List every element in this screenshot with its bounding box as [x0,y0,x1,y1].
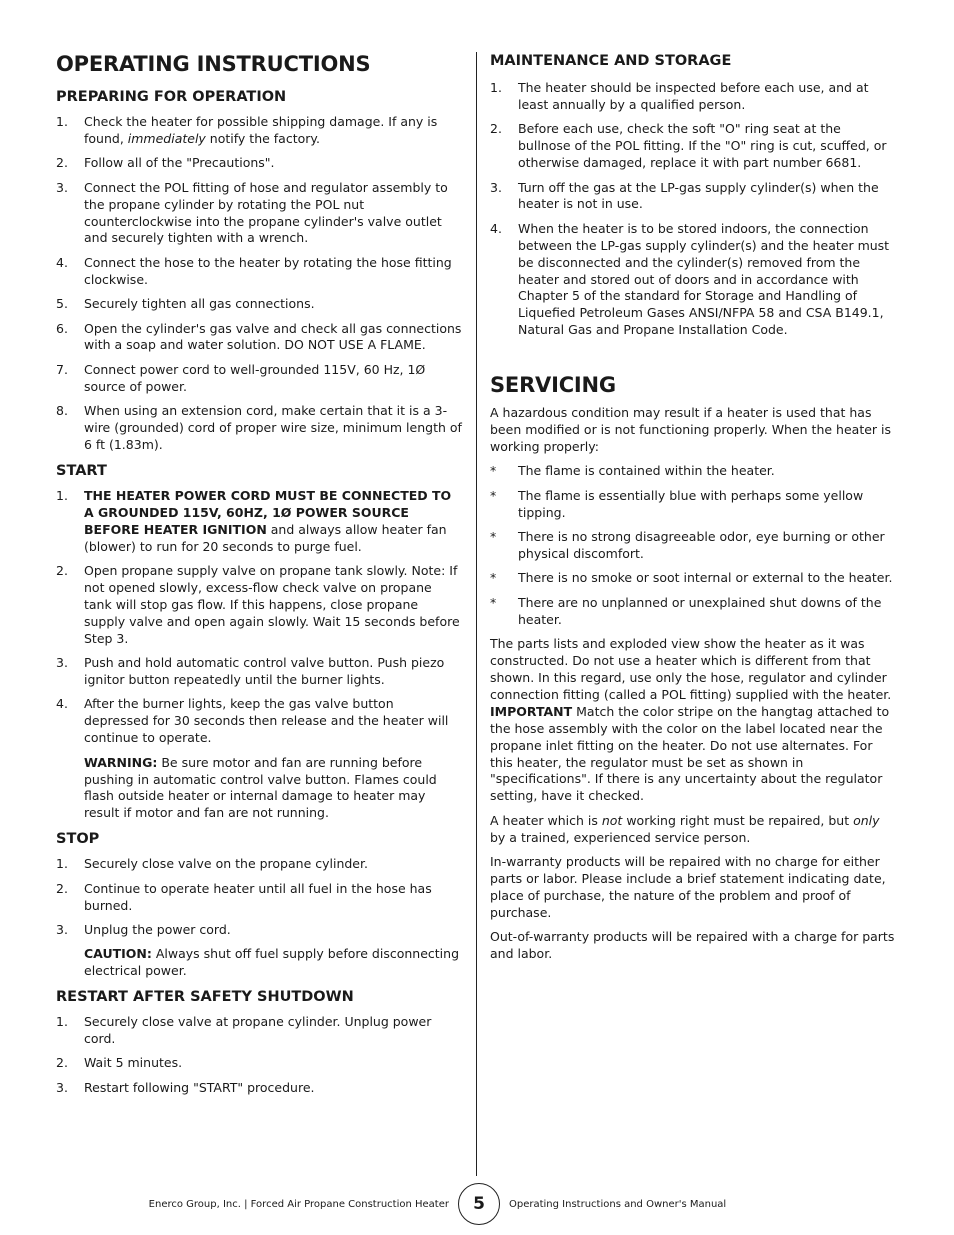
restart-heading: RESTART AFTER SAFETY SHUTDOWN [56,989,354,1006]
item-number: 1. [56,1014,68,1030]
maintenance-list [490,80,896,339]
item-text: and always allow heater fan (blower) to run for 20 seconds to purge fuel. [84,521,447,554]
servicing-paragraph: In-warranty products will be repaired with no charge for either parts or labor. Please include a brief statement indicating date, place of purchase, the nature of the problem and proof of purchase. [490,854,886,920]
column-divider [476,52,477,1176]
item-text: The flame is essentially blue with perhaps some yellow tipping. [518,487,864,520]
footer-right-text: Operating Instructions and Owner's Manual [509,1199,727,1210]
paragraph-text: by a trained, experienced service person. [490,829,751,845]
item-text: There is no smoke or soot internal or external to the heater. [518,570,893,586]
preparing-list [56,114,462,454]
item-number: 4. [56,696,68,712]
servicing-paragraph [490,636,896,805]
paragraph-text: The parts lists and exploded view show the heater as it was constructed. Do not use a heater which is different from that shown. In this regard, use only the hose, regulator and cylinder connection fitting (called a POL fitting) supplied with the heater. [490,636,892,702]
item-number: 1. [56,487,68,503]
servicing-title: SERVICING [490,373,616,398]
warning-label: WARNING: [84,754,158,770]
item-number: 2. [490,121,502,137]
item-text: There are no unplanned or unexplained shut downs of the heater. [518,594,882,627]
list-item [56,881,462,915]
item-text: Securely close valve at propane cylinder. Unplug power cord. [84,1014,432,1047]
right-column [490,52,896,970]
item-number: 7. [56,361,68,377]
paragraph-text: working right must be repaired, but [622,812,854,828]
start-heading: START [56,462,107,479]
item-number: 3. [56,179,68,195]
list-item [56,922,462,939]
item-text: Before each use, check the soft "O" ring seat at the bullnose of the POL fitting. If the "O" ring is cut, scuffed, or otherwise damaged, replace it with part number 6681. [518,121,887,171]
item-text: Wait 5 minutes. [84,1055,183,1071]
caution-text: Always shut off fuel supply before disconnecting electrical power. [84,946,460,979]
item-text: Connect power cord to well-grounded 115V, 60 Hz, 1Ø source of power. [84,361,426,394]
list-item [490,80,896,114]
list-item [490,121,896,172]
item-number: 3. [56,655,68,671]
footer-left-text: Enerco Group, Inc. | Forced Air Propane Construction Heater [148,1199,449,1210]
item-number: 1. [56,114,68,129]
item-number: 2. [56,1055,68,1071]
warning-note [56,755,462,823]
start-list [56,488,462,747]
list-item [56,321,462,355]
item-number: 5. [56,296,68,312]
item-text: When using an extension cord, make certain that it is a 3-wire (grounded) cord of proper wire size, minimum length of 6 ft (1.83m). [84,403,462,452]
servicing-paragraph [490,813,896,847]
list-item [56,403,462,454]
item-text: Securely tighten all gas connections. [84,296,315,312]
item-text: Connect the hose to the heater by rotating the hose fitting clockwise. [84,254,452,287]
list-item [490,463,896,480]
left-column [56,52,462,1104]
item-number: 6. [56,320,68,336]
item-text: Check the heater for possible shipping damage. If any is found, [84,114,438,146]
item-number: 2. [56,880,68,896]
item-text: The heater should be inspected before each use, and at least annually by a qualified person. [518,80,869,112]
paragraph-text: Match the color stripe on the hangtag attached to the hose assembly with the color on the label located near the propane inlet fitting on the heater. Do not use alternates. For this heater, the regulator must be set as shown in "specifications". If there is any uncertainty about the regulator setting, have it checked. [490,703,890,804]
item-text: Restart following "START" procedure. [84,1079,315,1095]
servicing-intro: A hazardous condition may result if a heater is used that has been modified or is not functioning properly. When the heater is working properly: [490,405,892,454]
list-item [56,696,462,747]
bullet-marker: * [490,463,497,479]
warning-text: Be sure motor and fan are running before pushing in automatic control valve button. Flames could flash outside heater or internal damage to heater may result if motor and fan are not running. [84,754,437,821]
item-number: 3. [56,1079,68,1095]
item-text: Connect the POL fitting of hose and regulator assembly to the propane cylinder by rotating the POL nut counterclockwise into the propane cylinder's valve outlet and securely tighten with a wrench. [84,179,448,246]
item-text: When the heater is to be stored indoors, the connection between the LP-gas supply cylinder(s) and the heater must be disconnected and the cylinder(s) removed from the heater and stored out of doors and in accordance with Chapter 5 of the standard for Storage and Handling of Liquefied Petroleum Gases ANSI/NFPA 58 and CSA B149.1, Natural Gas and Propane Installation Code. [518,220,890,338]
bullet-marker: * [490,529,497,545]
item-text: Push and hold automatic control valve button. Push piezo ignitor button repeatedly until the burner lights. [84,655,445,687]
item-text: notify the factory. [205,130,320,146]
list-item [490,488,896,522]
list-item [56,655,462,689]
item-number: 3. [56,921,68,937]
paragraph-emphasis: only [853,812,880,828]
page-title: OPERATING INSTRUCTIONS [56,52,371,76]
list-item [56,114,462,148]
item-number: 2. [56,563,68,579]
item-text: After the burner lights, keep the gas valve button depressed for 30 seconds then release and the heater will continue to operate. [84,696,449,746]
caution-note [56,946,462,980]
stop-list [56,856,462,939]
list-item [56,155,462,172]
restart-list [56,1014,462,1097]
list-item [56,488,462,556]
item-text: Follow all of the "Precautions". [84,155,275,171]
paragraph-emphasis: not [601,812,623,828]
page-number: 5 [458,1183,500,1225]
item-number: 1. [490,80,502,95]
item-number: 4. [56,254,68,270]
list-item [56,563,462,648]
bullet-marker: * [490,570,497,586]
item-text: The flame is contained within the heater. [518,463,775,479]
item-text: Securely close valve on the propane cylinder. [84,856,368,872]
item-number: 2. [56,155,68,171]
item-text: Turn off the gas at the LP-gas supply cylinder(s) when the heater is not in use. [518,179,879,212]
item-text: Continue to operate heater until all fuel in the hose has burned. [84,880,432,913]
list-item [56,1055,462,1072]
list-item [490,180,896,214]
maintenance-heading: MAINTENANCE AND STORAGE [490,53,732,69]
item-text: There is no strong disagreeable odor, eye burning or other physical discomfort. [518,529,885,562]
list-item [56,180,462,248]
list-item [56,856,462,873]
item-emphasis: immediately [127,130,206,146]
item-number: 8. [56,403,68,419]
preparing-heading: PREPARING FOR OPERATION [56,89,287,105]
item-bold-text: THE HEATER POWER CORD MUST BE CONNECTED TO A GROUNDED 115V, 60HZ, 1Ø POWER SOURCE BEFORE HEATER IGNITION [84,487,452,537]
bullet-marker: * [490,487,497,503]
list-item [490,595,896,629]
list-item [490,221,896,339]
item-number: 1. [56,856,68,872]
item-number: 4. [490,220,502,236]
list-item [490,529,896,563]
list-item [56,1080,462,1097]
stop-heading: STOP [56,831,100,848]
item-text: Unplug the power cord. [84,921,231,937]
item-number: 3. [490,179,502,195]
servicing-bullets [490,463,896,628]
paragraph-text: A heater which is [490,812,602,828]
list-item [490,570,896,587]
important-label: IMPORTANT [490,703,573,719]
list-item [56,255,462,289]
servicing-paragraph: Out-of-warranty products will be repaired with a charge for parts and labor. [490,929,895,962]
list-item [56,362,462,396]
bullet-marker: * [490,594,497,610]
item-text: Open the cylinder's gas valve and check all gas connections with a soap and water solution. DO NOT USE A FLAME. [84,320,462,353]
list-item [56,1014,462,1048]
caution-label: CAUTION: [84,946,152,962]
item-text: Open propane supply valve on propane tank slowly. Note: If not opened slowly, excess-flow check valve on propane tank will stop gas flow. If this happens, close propane supply valve and open again slowly. Wait 15 seconds before Step 3. [84,563,460,646]
list-item [56,296,462,313]
